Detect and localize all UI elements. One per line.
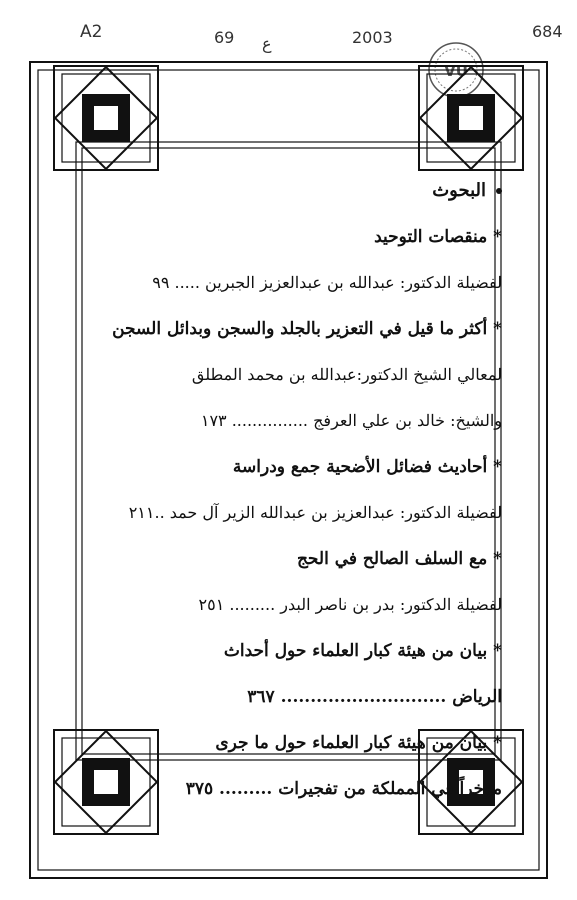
entry-author: لمعالي الشيخ الدكتور:عبدالله بن محمد المطلق: [191, 365, 502, 384]
entry-title: الرياض ............................ ٣٦٧: [247, 687, 502, 707]
entry-list: [96, 214, 502, 812]
entry-title: * بيان من هيئة كبار العلماء حول أحداث: [223, 641, 502, 661]
entry-title: مؤخراً في المملكة من تفجيرات ......... ٣٧٥: [185, 779, 502, 799]
handwritten-mark: ع: [262, 34, 272, 53]
entry-author: لفضيلة الدكتور: عبدالله بن عبدالعزيز الجبرين ..... ٩٩: [152, 273, 502, 292]
entry-title: * مع السلف الصالح في الحج: [296, 549, 502, 569]
entry-author: لفضيلة الدكتور: بدر بن ناصر البدر ......... ٢٥١: [198, 595, 502, 614]
handwritten-annotation-a2: A2: [80, 22, 103, 42]
entry-title: * أحاديث فضائل الأضحية جمع ودراسة: [232, 457, 502, 477]
table-of-contents: [96, 168, 502, 812]
handwritten-issue-number: 69: [214, 28, 235, 47]
handwritten-year: 2003: [352, 28, 393, 47]
entry-title: * منقصات التوحيد: [374, 227, 502, 247]
entry-title: * بيان من هيئة كبار العلماء حول ما جرى: [215, 733, 502, 753]
section-heading: [96, 168, 502, 214]
entry-author: لفضيلة الدكتور: عبدالعزيز بن عبدالله الزير آل حمد ..٢١١: [128, 503, 502, 522]
entry-title: * أكثر ما قيل في التعزير بالجلد والسجن وبدائل السجن: [112, 319, 502, 339]
handwritten-page-number: 684: [532, 22, 563, 41]
stamp-text: VU: [444, 62, 468, 80]
section-title: البحوث: [432, 180, 486, 201]
corner-ornament: [54, 66, 158, 170]
entry-author: والشيخ: خالد بن علي العرفج ............... ١٧٣: [200, 411, 502, 430]
bullet-icon: [496, 188, 502, 194]
